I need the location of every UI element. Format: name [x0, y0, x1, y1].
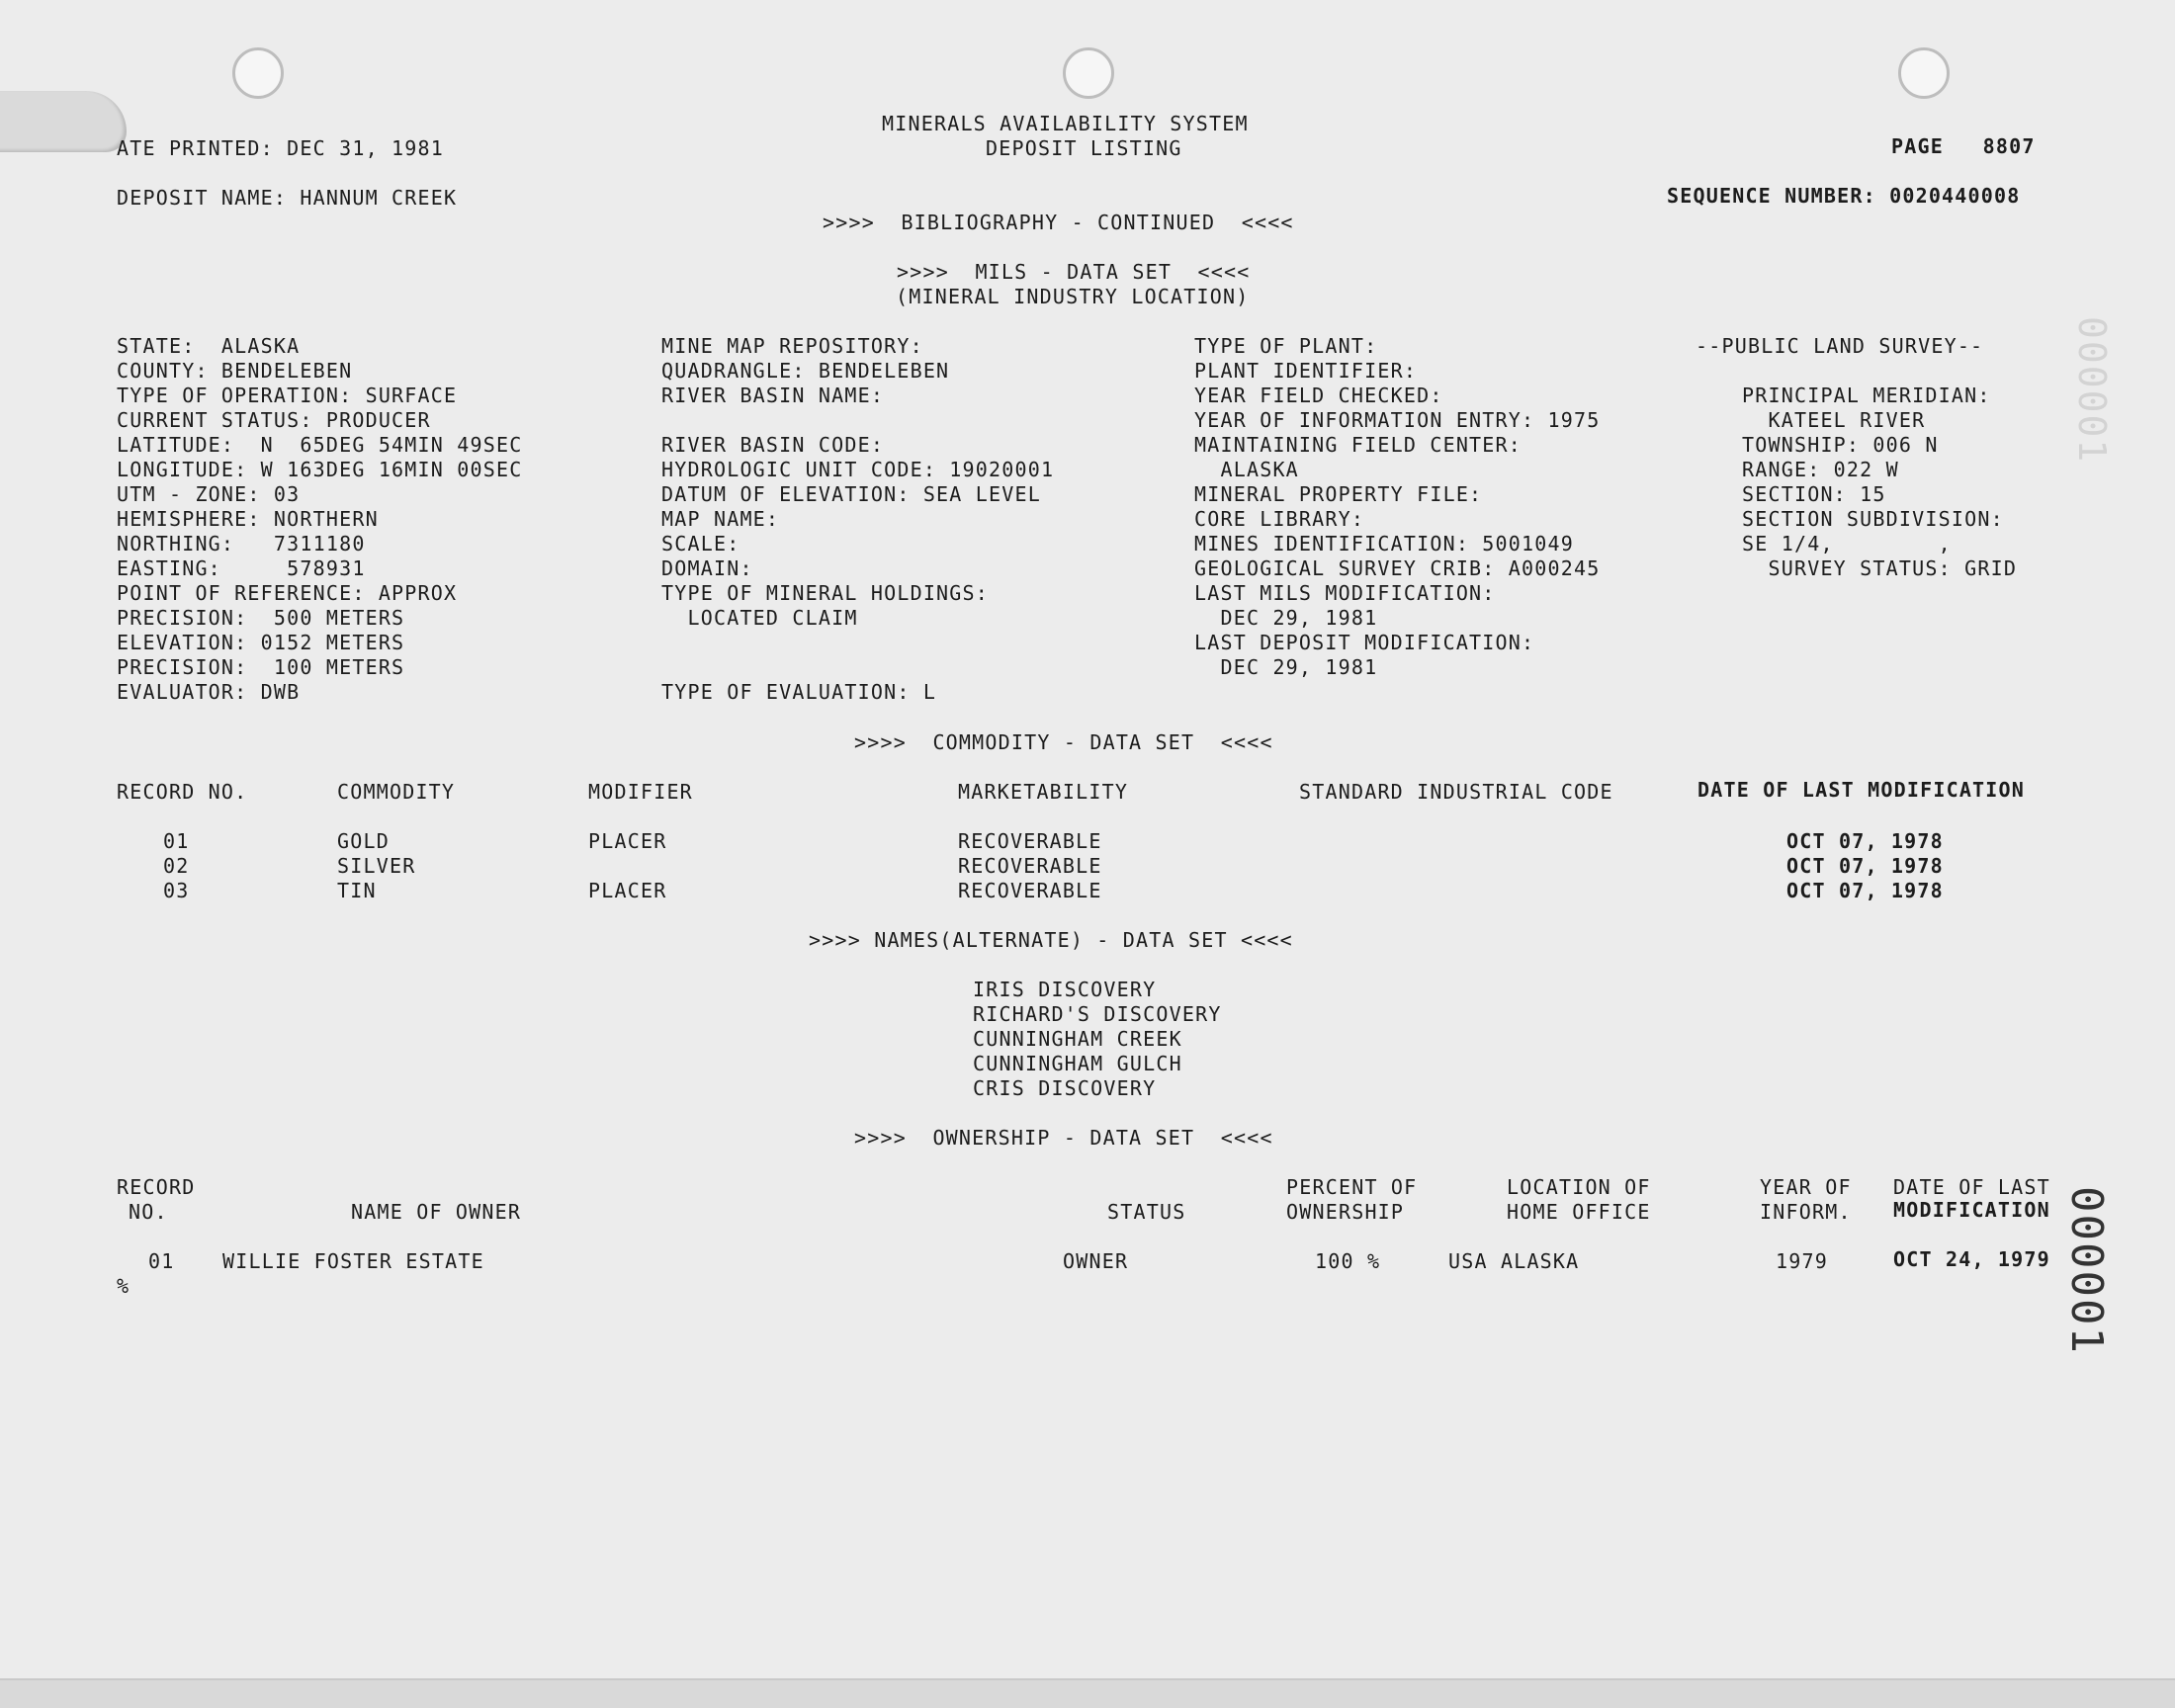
mils-field: PRECISION: 500 METERS [117, 606, 405, 630]
ownership-header-no: NO. [129, 1200, 168, 1224]
commodity-cell-modifier: PLACER [588, 879, 667, 902]
commodity-cell-commodity: SILVER [337, 854, 416, 878]
mils-field: LONGITUDE: W 163DEG 16MIN 00SEC [117, 458, 523, 481]
alternate-name: RICHARD'S DISCOVERY [973, 1002, 1222, 1026]
survey-field: SECTION SUBDIVISION: [1742, 507, 2004, 531]
ownership-header-year-2: INFORM. [1760, 1200, 1852, 1224]
ownership-header-percent-2: OWNERSHIP [1286, 1200, 1405, 1224]
alternate-name: CRIS DISCOVERY [973, 1076, 1157, 1100]
mils-field: LAST MILS MODIFICATION: [1194, 581, 1496, 605]
mils-field: DOMAIN: [661, 556, 753, 580]
mils-field: MAINTAINING FIELD CENTER: [1194, 433, 1522, 457]
alternate-name: CUNNINGHAM CREEK [973, 1027, 1182, 1051]
mils-field: DEC 29, 1981 [1194, 655, 1378, 679]
ownership-header-record: RECORD [117, 1175, 196, 1199]
commodity-header-date: DATE OF LAST MODIFICATION [1697, 778, 2026, 802]
owner-location: USA ALASKA [1448, 1249, 1580, 1273]
commodity-header-commodity: COMMODITY [337, 780, 456, 804]
mils-field: YEAR FIELD CHECKED: [1194, 384, 1443, 407]
ownership-header-status: STATUS [1107, 1200, 1186, 1224]
mils-field: DATUM OF ELEVATION: SEA LEVEL [661, 482, 1041, 506]
mils-field: GEOLOGICAL SURVEY CRIB: A000245 [1194, 556, 1601, 580]
mils-field: PRECISION: 100 METERS [117, 655, 405, 679]
survey-field: SE 1/4, , [1742, 532, 1952, 555]
ownership-header-location-1: LOCATION OF [1507, 1175, 1651, 1199]
mils-field: MINERAL PROPERTY FILE: [1194, 482, 1483, 506]
mils-field: LAST DEPOSIT MODIFICATION: [1194, 631, 1535, 654]
mils-field: CORE LIBRARY: [1194, 507, 1365, 531]
mils-field: YEAR OF INFORMATION ENTRY: 1975 [1194, 408, 1601, 432]
commodity-header-modifier: MODIFIER [588, 780, 693, 804]
mils-subheading: (MINERAL INDUSTRY LOCATION) [896, 285, 1250, 308]
mils-column-4 [1742, 384, 2017, 581]
survey-field: SURVEY STATUS: GRID [1742, 556, 2018, 580]
owner-record-no: 01 [148, 1249, 175, 1273]
mils-field: RIVER BASIN NAME: [661, 384, 885, 407]
mils-field: ELEVATION: 0152 METERS [117, 631, 405, 654]
survey-field: SECTION: 15 [1742, 482, 1886, 506]
commodity-cell-rec: 03 [163, 879, 190, 902]
page-number: PAGE 8807 [1891, 134, 2036, 158]
commodity-header-marketability: MARKETABILITY [958, 780, 1129, 804]
mils-field: MINES IDENTIFICATION: 5001049 [1194, 532, 1574, 555]
commodity-cell-modifier: PLACER [588, 829, 667, 853]
mils-field: PLANT IDENTIFIER: [1194, 359, 1418, 383]
mils-field: UTM - ZONE: 03 [117, 482, 301, 506]
mils-field: MAP NAME: [661, 507, 780, 531]
mils-field [661, 655, 1054, 680]
mils-field: TYPE OF EVALUATION: L [661, 680, 937, 704]
mils-field: TYPE OF MINERAL HOLDINGS: [661, 581, 990, 605]
mils-field: MINE MAP REPOSITORY: [661, 334, 923, 358]
owner-name: WILLIE FOSTER ESTATE [222, 1249, 484, 1273]
sequence-number: SEQUENCE NUMBER: 0020440008 [1667, 184, 2021, 208]
mils-field: QUADRANGLE: BENDELEBEN [661, 359, 950, 383]
mils-heading: >>>> MILS - DATA SET <<<< [897, 260, 1251, 284]
ownership-header-date-2: MODIFICATION [1893, 1198, 2050, 1222]
owner-status: OWNER [1063, 1249, 1129, 1273]
ownership-header-date-1: DATE OF LAST [1893, 1175, 2050, 1199]
mils-field: EVALUATOR: DWB [117, 680, 301, 704]
commodity-cell-date: OCT 07, 1978 [1786, 829, 1944, 853]
date-printed: ATE PRINTED: DEC 31, 1981 [117, 136, 445, 160]
commodity-cell-date: OCT 07, 1978 [1786, 879, 1944, 902]
mils-field: ALASKA [1194, 458, 1299, 481]
commodity-cell-date: OCT 07, 1978 [1786, 854, 1944, 878]
mils-field: TYPE OF OPERATION: SURFACE [117, 384, 458, 407]
end-mark: % [117, 1274, 130, 1298]
mils-field: LOCATED CLAIM [661, 606, 858, 630]
deposit-name: DEPOSIT NAME: HANNUM CREEK [117, 186, 458, 210]
ownership-header-percent-1: PERCENT OF [1286, 1175, 1418, 1199]
survey-field: TOWNSHIP: 006 N [1742, 433, 1939, 457]
alternate-name: IRIS DISCOVERY [973, 978, 1157, 1001]
survey-field: PRINCIPAL MERIDIAN: [1742, 384, 1991, 407]
system-title: MINERALS AVAILABILITY SYSTEM [882, 112, 1249, 135]
bibliography-heading: >>>> BIBLIOGRAPHY - CONTINUED <<<< [823, 211, 1294, 234]
commodity-cell-market: RECOVERABLE [958, 879, 1102, 902]
margin-mark-faint: 000001 [2070, 316, 2114, 465]
commodity-cell-rec: 02 [163, 854, 190, 878]
mils-column-2 [661, 334, 1054, 705]
mils-field: SCALE: [661, 532, 740, 555]
owner-percent: 100 % [1315, 1249, 1381, 1273]
mils-field: DEC 29, 1981 [1194, 606, 1378, 630]
alternate-names-list [973, 978, 1222, 1101]
mils-field: RIVER BASIN CODE: [661, 433, 885, 457]
mils-column-1 [117, 334, 522, 705]
ownership-heading: >>>> OWNERSHIP - DATA SET <<<< [854, 1126, 1273, 1150]
punch-hole [1063, 47, 1114, 99]
torn-corner [0, 91, 127, 152]
commodity-heading: >>>> COMMODITY - DATA SET <<<< [854, 730, 1273, 754]
owner-last-modification: OCT 24, 1979 [1893, 1247, 2050, 1271]
commodity-cell-market: RECOVERABLE [958, 829, 1102, 853]
mils-field: EASTING: 578931 [117, 556, 366, 580]
survey-field: RANGE: 022 W [1742, 458, 1899, 481]
mils-field [661, 631, 1054, 655]
mils-field: POINT OF REFERENCE: APPROX [117, 581, 458, 605]
public-land-survey-title: --PUBLIC LAND SURVEY-- [1696, 334, 1984, 358]
mils-field: COUNTY: BENDELEBEN [117, 359, 353, 383]
ownership-header-location-2: HOME OFFICE [1507, 1200, 1651, 1224]
ownership-header-name: NAME OF OWNER [351, 1200, 522, 1224]
commodity-cell-commodity: TIN [337, 879, 377, 902]
commodity-cell-rec: 01 [163, 829, 190, 853]
listing-title: DEPOSIT LISTING [986, 136, 1182, 160]
mils-field: HEMISPHERE: NORTHERN [117, 507, 379, 531]
commodity-header-record: RECORD NO. [117, 780, 248, 804]
mils-field: STATE: ALASKA [117, 334, 301, 358]
mils-field: NORTHING: 7311180 [117, 532, 366, 555]
commodity-cell-commodity: GOLD [337, 829, 390, 853]
ownership-header-year-1: YEAR OF [1760, 1175, 1852, 1199]
mils-field: LATITUDE: N 65DEG 54MIN 49SEC [117, 433, 523, 457]
mils-field: HYDROLOGIC UNIT CODE: 19020001 [661, 458, 1055, 481]
survey-field: KATEEL RIVER [1742, 408, 1926, 432]
margin-mark-dark: 000001 [2061, 1186, 2112, 1355]
mils-field: CURRENT STATUS: PRODUCER [117, 408, 431, 432]
punch-hole [1898, 47, 1950, 99]
commodity-cell-market: RECOVERABLE [958, 854, 1102, 878]
punch-hole [232, 47, 284, 99]
mils-field: TYPE OF PLANT: [1194, 334, 1378, 358]
owner-year: 1979 [1776, 1249, 1828, 1273]
alternate-name: CUNNINGHAM GULCH [973, 1052, 1182, 1075]
mils-column-3 [1194, 334, 1600, 680]
names-heading: >>>> NAMES(ALTERNATE) - DATA SET <<<< [809, 928, 1293, 952]
mils-field [661, 408, 1054, 433]
commodity-header-sic: STANDARD INDUSTRIAL CODE [1299, 780, 1613, 804]
